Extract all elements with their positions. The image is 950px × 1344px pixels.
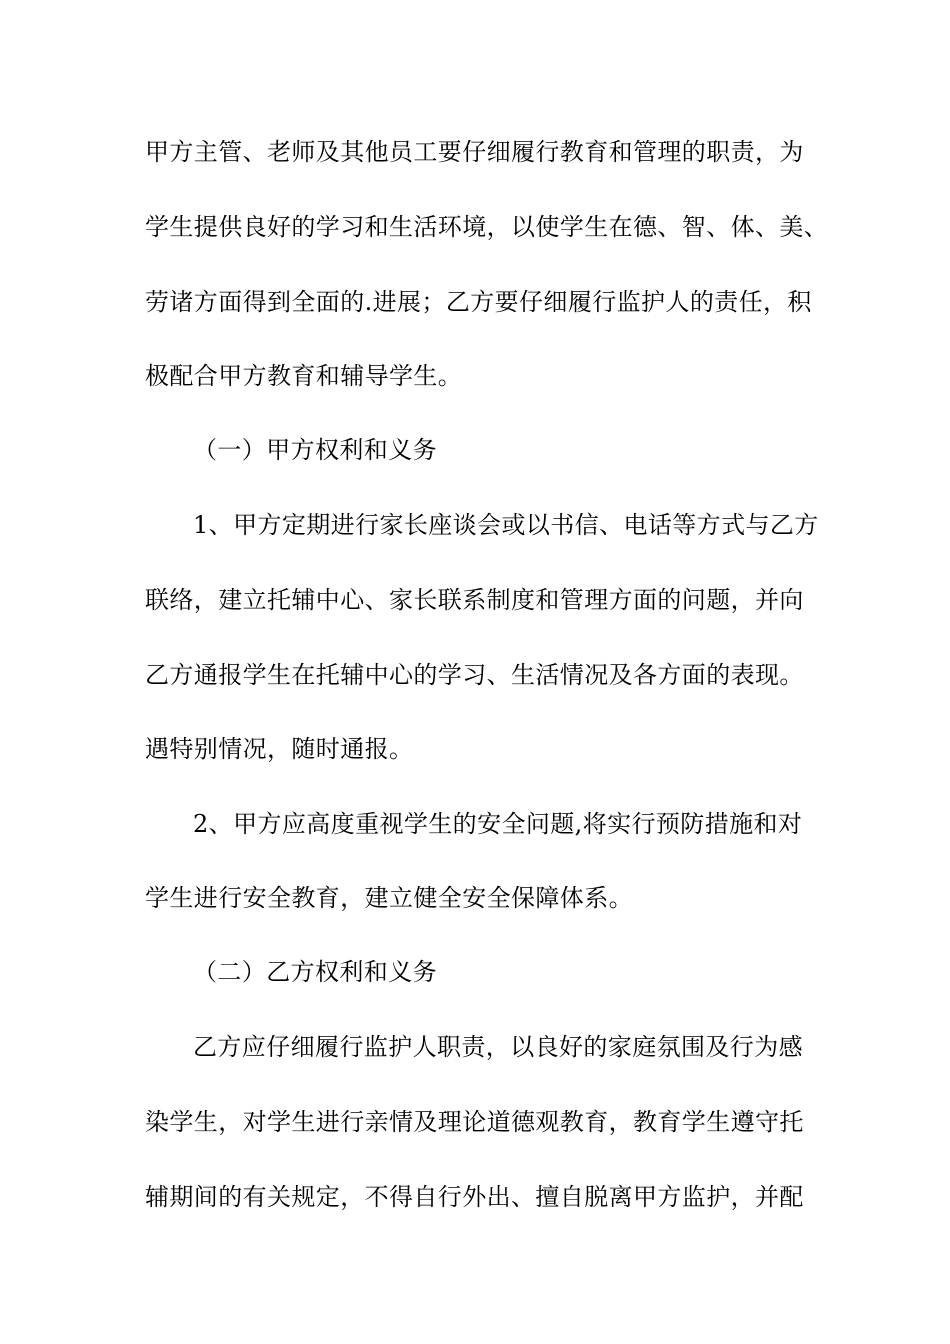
- paragraph-line: 乙方应仔细履行监护人职责，以良好的家庭氛围及行为感: [193, 1033, 803, 1061]
- section-heading-party-a: （一）甲方权利和义务: [193, 436, 437, 464]
- paragraph-line: 劳诸方面得到全面的.进展；乙方要仔细履行监护人的责任，积: [145, 288, 812, 316]
- paragraph-line: 极配合甲方教育和辅导学生。: [145, 362, 463, 390]
- paragraph-line: 乙方通报学生在托辅中心的学习、生活情况及各方面的表现。: [145, 661, 804, 689]
- paragraph-line: 联络，建立托辅中心、家长联系制度和管理方面的问题，并向: [145, 586, 804, 614]
- section-heading-party-b: （二）乙方权利和义务: [193, 958, 437, 986]
- paragraph-line: 学生进行安全教育，建立健全安全保障体系。: [145, 884, 633, 912]
- paragraph-line: 1、甲方定期进行家长座谈会或以书信、电话等方式与乙方: [193, 511, 819, 539]
- paragraph-line: 学生提供良好的学习和生活环境，以使学生在德、智、体、美、: [145, 213, 829, 241]
- paragraph-line: 2、甲方应高度重视学生的安全问题,将实行预防措施和对: [193, 810, 803, 838]
- paragraph-line: 遇特别情况，随时通报。: [145, 735, 414, 763]
- paragraph-line: 甲方主管、老师及其他员工要仔细履行教育和管理的职责，为: [145, 138, 804, 166]
- paragraph-line: 染学生，对学生进行亲情及理论道德观教育，教育学生遵守托: [145, 1108, 804, 1136]
- paragraph-line: 辅期间的有关规定，不得自行外出、擅自脱离甲方监护，并配: [145, 1183, 804, 1211]
